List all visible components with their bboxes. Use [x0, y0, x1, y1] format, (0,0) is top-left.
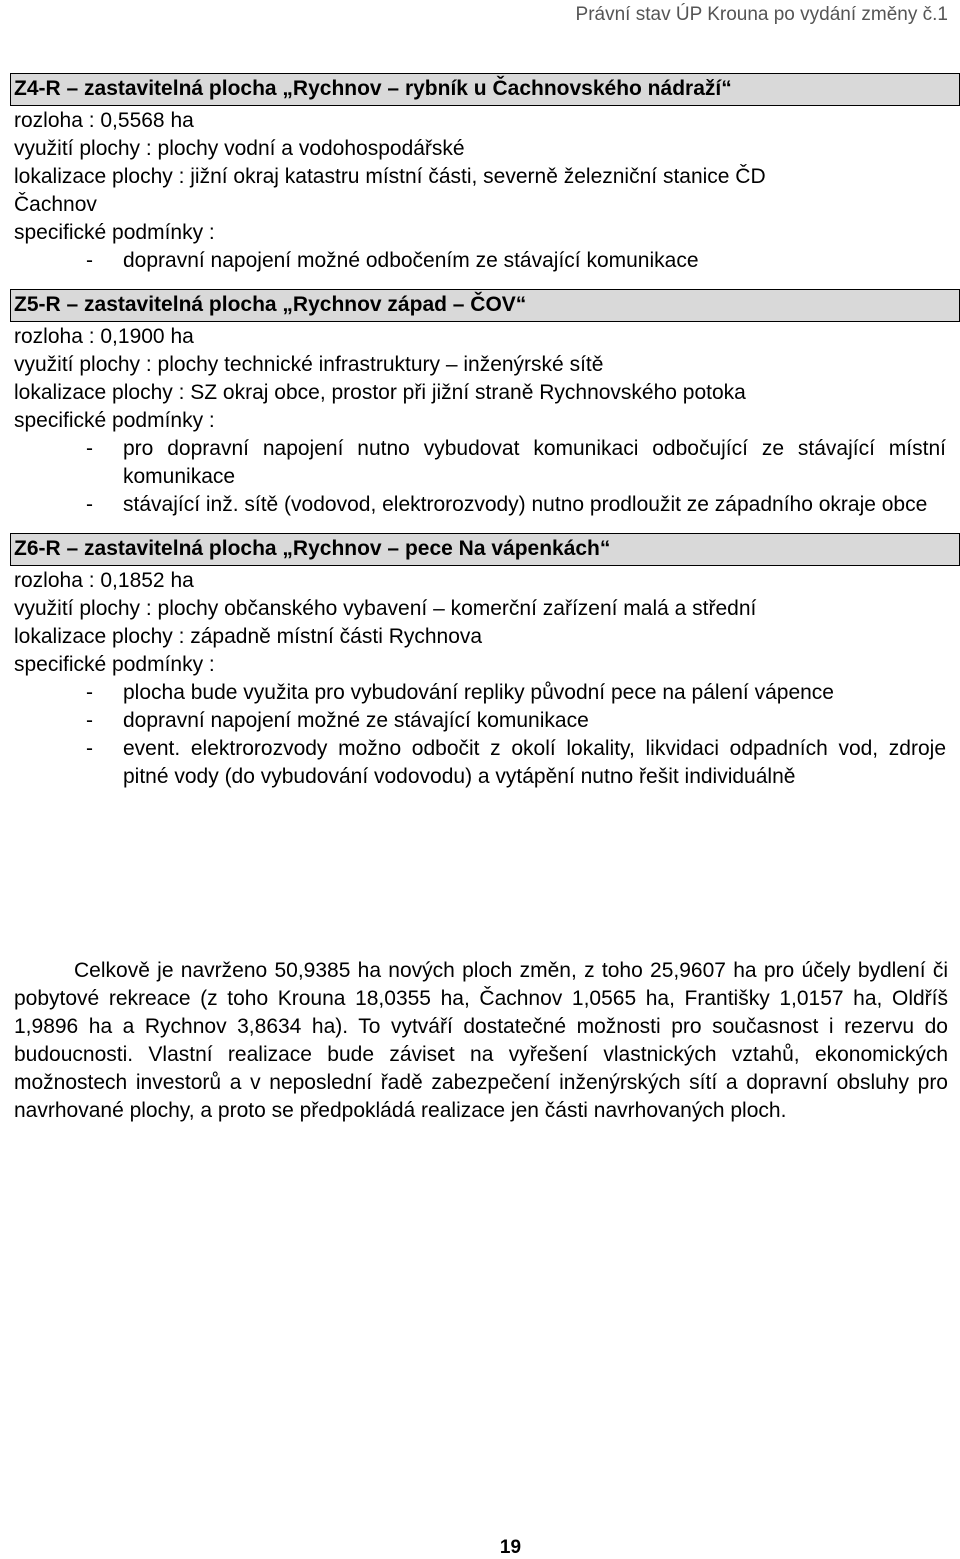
land-use: využití plochy : plochy technické infrastruktury – inženýrské sítě [14, 353, 604, 376]
location: lokalizace plochy : západně místní části Rychnova [14, 625, 483, 648]
bullet-dash: - [86, 249, 93, 272]
bullet-dash: - [86, 493, 93, 516]
condition-text: plocha bude využita pro vybudování repliky původní pece na pálení vápence [123, 681, 834, 704]
bullet-dash: - [86, 437, 93, 460]
condition-text: event. elektrorozvody možno odbočit z okolí lokality, likvidaci odpadních vod, zdroje pitné vody (do vybudování vodovodu) a vytápění nutno řešit individuálně [123, 737, 946, 788]
conditions-list [14, 435, 946, 519]
condition-item [14, 707, 946, 735]
condition-text: stávající inž. sítě (vodovod, elektrorozvody) nutno prodloužit ze západního okraje obce [123, 493, 928, 516]
page-number: 19 [499, 1537, 522, 1558]
condition-item [14, 491, 946, 519]
bullet-dash: - [86, 709, 93, 732]
section-z5-r [14, 289, 946, 519]
land-use: využití plochy : plochy občanského vybavení – komerční zařízení malá a střední [14, 597, 757, 620]
area-size: rozloha : 0,1852 ha [14, 569, 194, 592]
section-title: Z6-R – zastavitelná plocha „Rychnov – pece Na vápenkách“ [10, 533, 960, 566]
condition-text: pro dopravní napojení nutno vybudovat komunikaci odbočující ze stávající místní komunikace [123, 437, 946, 488]
condition-item [14, 247, 946, 275]
section-z6-r [14, 533, 946, 791]
summary-paragraph: Celkově je navrženo 50,9385 ha nových ploch změn, z toho 25,9607 ha pro účely bydlení či pobytové rekreace (z toho Krouna 18,0355 ha, Čachnov 1,0565 ha, Františky 1,0157 ha, Oldříš 1,9896 ha a Rychnov 3,8634 ha). To vytváří dostatečné možnosti pro současnost i rezervu do budoucnosti. Vlastní realizace bude záviset na vyřešení vlastnických vztahů, ekonomických možnostech investorů a v neposlední řadě zabezpečení inženýrských sítí a dopravní obsluhy pro navrhované plochy, a proto se předpokládá realizace jen části navrhovaných ploch. [14, 959, 948, 1122]
conditions-heading: specifické podmínky : [14, 409, 215, 432]
bullet-dash: - [86, 737, 93, 760]
conditions-heading: specifické podmínky : [14, 221, 215, 244]
document-body [14, 73, 946, 805]
location: lokalizace plochy : jižní okraj katastru místní části, severně železniční stanice ČD [14, 165, 766, 188]
area-size: rozloha : 0,1900 ha [14, 325, 194, 348]
area-size: rozloha : 0,5568 ha [14, 109, 194, 132]
condition-item [14, 435, 946, 491]
section-z4-r [14, 73, 946, 275]
bullet-dash: - [86, 681, 93, 704]
location: lokalizace plochy : SZ okraj obce, prostor při jižní straně Rychnovského potoka [14, 381, 746, 404]
condition-item [14, 679, 946, 707]
conditions-list [14, 247, 946, 275]
section-title: Z5-R – zastavitelná plocha „Rychnov západ – ČOV“ [10, 289, 960, 322]
land-use: využití plochy : plochy vodní a vodohospodářské [14, 137, 465, 160]
conditions-list [14, 679, 946, 791]
running-header: Právní stav ÚP Krouna po vydání změny č.1 [575, 4, 948, 25]
condition-item [14, 735, 946, 791]
location-continued: Čachnov [14, 193, 97, 216]
condition-text: dopravní napojení možné ze stávající komunikace [123, 709, 589, 732]
conditions-heading: specifické podmínky : [14, 653, 215, 676]
condition-text: dopravní napojení možné odbočením ze stávající komunikace [123, 249, 699, 272]
section-title: Z4-R – zastavitelná plocha „Rychnov – rybník u Čachnovského nádraží“ [10, 73, 960, 106]
